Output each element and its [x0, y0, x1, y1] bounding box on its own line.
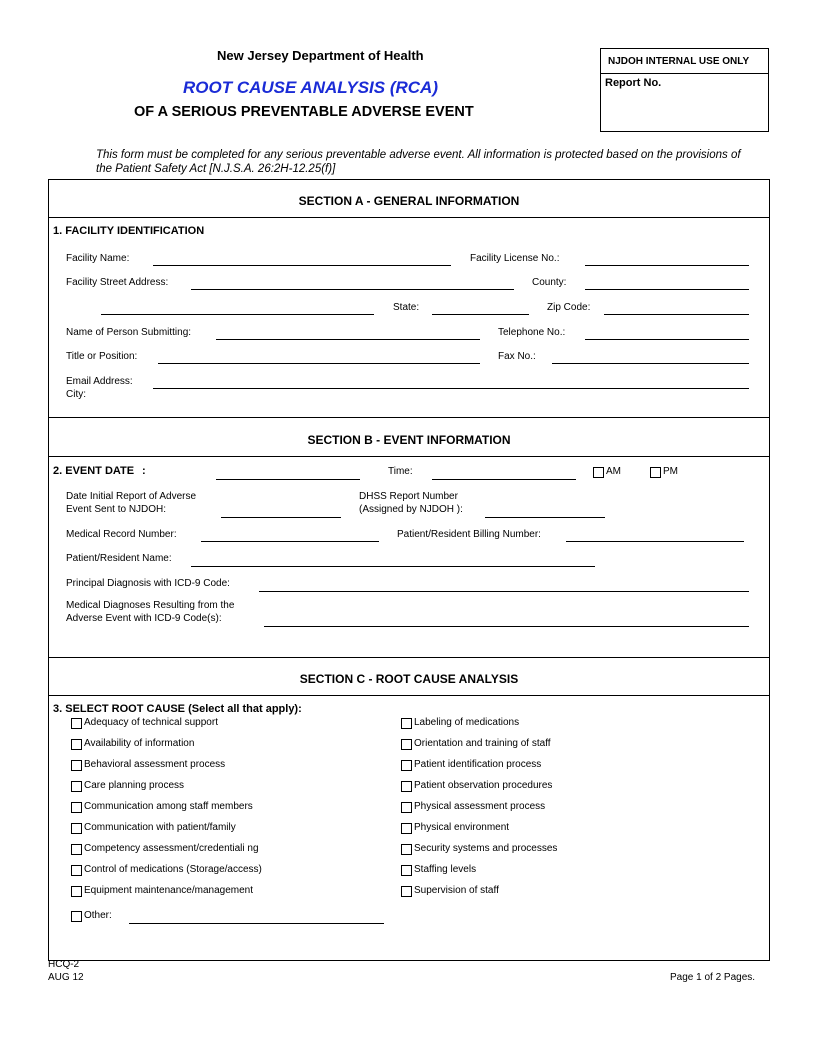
root-cause-checkbox[interactable]: [401, 823, 412, 834]
root-cause-checkbox[interactable]: [401, 844, 412, 855]
initial-report-label-line2: Event Sent to NJDOH:: [66, 504, 167, 515]
patient-name-field[interactable]: [191, 566, 595, 567]
medical-record-label: Medical Record Number:: [66, 529, 177, 540]
form-date: AUG 12: [48, 972, 84, 983]
report-no-label: Report No.: [605, 77, 662, 89]
dhss-report-label-line1: DHSS Report Number: [359, 491, 458, 502]
street-address-field[interactable]: [191, 289, 514, 290]
root-cause-checkbox[interactable]: [71, 760, 82, 771]
root-cause-option-label: Supervision of staff: [414, 885, 499, 896]
internal-use-label: NJDOH INTERNAL USE ONLY: [601, 49, 768, 74]
principal-diagnosis-label: Principal Diagnosis with ICD-9 Code:: [66, 578, 230, 589]
root-cause-option-label: Patient observation procedures: [414, 780, 553, 791]
patient-name-label: Patient/Resident Name:: [66, 553, 172, 564]
form-title: ROOT CAUSE ANALYSIS (RCA): [183, 78, 438, 97]
root-cause-option-label: Care planning process: [84, 780, 185, 791]
email-field[interactable]: [153, 388, 749, 389]
facility-license-label: Facility License No.:: [470, 253, 560, 264]
medical-diagnoses-label-line1: Medical Diagnoses Resulting from the: [66, 600, 235, 611]
medical-record-field[interactable]: [201, 541, 379, 542]
root-cause-option-label: Adequacy of technical support: [84, 717, 218, 728]
facility-license-field[interactable]: [585, 265, 749, 266]
telephone-field[interactable]: [585, 339, 749, 340]
county-label: County:: [532, 277, 567, 288]
page-number: Page 1 of 2 Pages.: [670, 972, 756, 983]
principal-diagnosis-field[interactable]: [259, 591, 749, 592]
divider: [48, 695, 770, 696]
other-checkbox[interactable]: [71, 911, 82, 922]
medical-diagnoses-label-line2: Adverse Event with ICD-9 Code(s):: [66, 613, 222, 624]
root-cause-option-label: Communication with patient/family: [84, 822, 236, 833]
root-cause-checkbox[interactable]: [71, 739, 82, 750]
person-submitting-label: Name of Person Submitting:: [66, 327, 192, 338]
root-cause-checkbox[interactable]: [71, 823, 82, 834]
form-id: HCQ-2: [48, 959, 80, 970]
zip-field[interactable]: [604, 314, 749, 315]
divider: [48, 417, 770, 418]
root-cause-option-label: Physical assessment process: [414, 801, 546, 812]
pm-checkbox[interactable]: [650, 467, 661, 478]
time-label: Time:: [388, 466, 413, 477]
root-cause-checkbox[interactable]: [71, 802, 82, 813]
root-cause-checkbox[interactable]: [71, 865, 82, 876]
root-cause-option-label: Control of medications (Storage/access): [84, 864, 262, 875]
time-field[interactable]: [432, 479, 576, 480]
root-cause-option-label: Communication among staff members: [84, 801, 253, 812]
root-cause-checkbox[interactable]: [401, 802, 412, 813]
divider: [48, 657, 770, 658]
divider: [48, 217, 770, 218]
root-cause-option-label: Behavioral assessment process: [84, 759, 226, 770]
am-label: AM: [606, 466, 621, 477]
dhss-report-label-line2: (Assigned by NJDOH ):: [359, 504, 463, 515]
root-cause-option-label: Patient identification process: [414, 759, 542, 770]
state-label: State:: [393, 302, 420, 313]
internal-use-box: [600, 48, 769, 132]
root-cause-option-label: Physical environment: [414, 822, 510, 833]
root-cause-checkbox[interactable]: [401, 781, 412, 792]
root-cause-option-label: Staffing levels: [414, 864, 477, 875]
facility-name-field[interactable]: [153, 265, 451, 266]
root-cause-option-label: Orientation and training of staff: [414, 738, 551, 749]
root-cause-checkbox[interactable]: [71, 718, 82, 729]
root-cause-checkbox[interactable]: [71, 781, 82, 792]
root-cause-option-label: Availability of information: [84, 738, 195, 749]
root-cause-option-label: Labeling of medications: [414, 717, 520, 728]
root-cause-option-label: Competency assessment/credentiali ng: [84, 843, 259, 854]
other-field[interactable]: [129, 923, 384, 924]
street-address-label: Facility Street Address:: [66, 277, 169, 288]
email-label: Email Address:: [66, 376, 133, 387]
root-cause-checkbox[interactable]: [401, 739, 412, 750]
event-date-heading: 2. EVENT DATE: [53, 465, 135, 477]
am-checkbox[interactable]: [593, 467, 604, 478]
root-cause-checkbox[interactable]: [401, 886, 412, 897]
telephone-label: Telephone No.:: [498, 327, 566, 338]
zip-label: Zip Code:: [547, 302, 591, 313]
initial-report-label-line1: Date Initial Report of Adverse: [66, 491, 197, 502]
section-c-title: SECTION C - ROOT CAUSE ANALYSIS: [299, 672, 519, 686]
root-cause-checkbox[interactable]: [401, 760, 412, 771]
billing-number-label: Patient/Resident Billing Number:: [397, 529, 541, 540]
fax-field[interactable]: [552, 363, 749, 364]
county-field[interactable]: [585, 289, 749, 290]
billing-number-field[interactable]: [566, 541, 744, 542]
section-b-title: SECTION B - EVENT INFORMATION: [307, 433, 511, 447]
city-field[interactable]: [101, 314, 374, 315]
notice-text: This form must be completed for any serious preventable adverse event. All information is protected based on the provisions of the Patient Safety Act [N.J.S.A. 26:2H-12.25(f)]: [96, 149, 741, 175]
root-cause-checkbox[interactable]: [401, 865, 412, 876]
dhss-report-field[interactable]: [485, 517, 605, 518]
event-date-colon: :: [142, 465, 146, 477]
pm-label: PM: [663, 466, 678, 477]
root-cause-heading: 3. SELECT ROOT CAUSE (Select all that apply):: [53, 703, 302, 715]
title-position-field[interactable]: [158, 363, 480, 364]
title-position-label: Title or Position:: [66, 351, 138, 362]
divider: [48, 456, 770, 457]
root-cause-checkbox[interactable]: [401, 718, 412, 729]
city-label: City:: [66, 389, 86, 400]
facility-identification-heading: 1. FACILITY IDENTIFICATION: [53, 225, 205, 237]
form-subtitle: OF A SERIOUS PREVENTABLE ADVERSE EVENT: [134, 104, 474, 120]
state-field[interactable]: [432, 314, 529, 315]
medical-diagnoses-field[interactable]: [264, 626, 749, 627]
department-name: New Jersey Department of Health: [217, 48, 424, 63]
root-cause-option-label: Security systems and processes: [414, 843, 558, 854]
person-submitting-field[interactable]: [216, 339, 480, 340]
facility-name-label: Facility Name:: [66, 253, 130, 264]
initial-report-date-field[interactable]: [221, 517, 341, 518]
root-cause-option-label: Equipment maintenance/management: [84, 885, 253, 896]
root-cause-checkbox[interactable]: [71, 844, 82, 855]
root-cause-checkbox[interactable]: [71, 886, 82, 897]
section-a-title: SECTION A - GENERAL INFORMATION: [298, 194, 520, 208]
event-date-field[interactable]: [216, 479, 360, 480]
fax-label: Fax No.:: [498, 351, 536, 362]
other-label: Other:: [84, 910, 112, 921]
